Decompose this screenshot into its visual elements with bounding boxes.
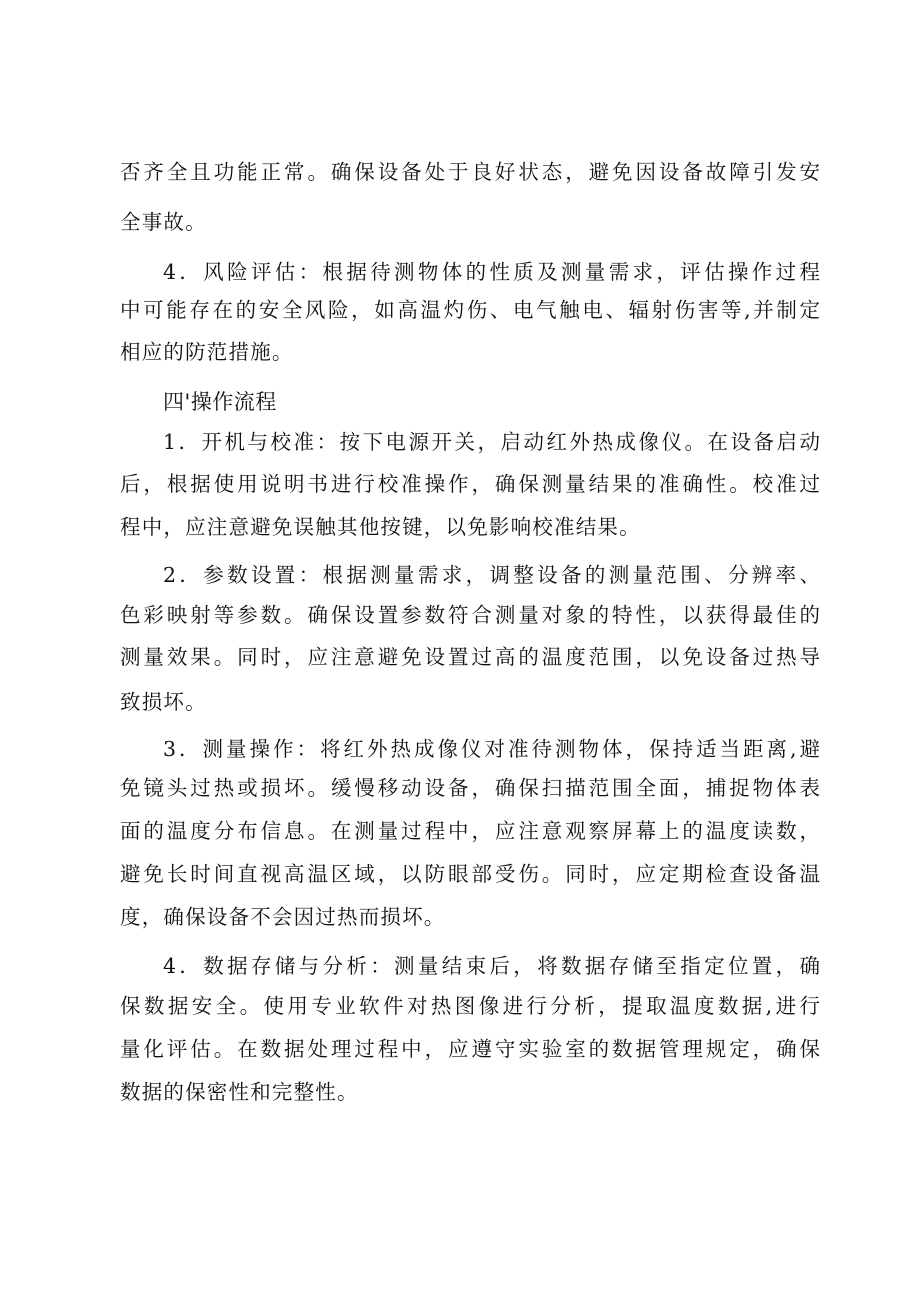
text-line-5: 相应的防范措施。	[120, 340, 294, 364]
text-line-21: 量化评估。在数据处理过程中，应遵守实验室的数据管理规定，确保	[120, 1037, 820, 1061]
text-line-19: 4．数据存储与分析：测量结束后，将数据存储至指定位置，确	[163, 954, 820, 978]
text-line-15: 免镜头过热或损坏。缓慢移动设备，确保扫描范围全面，捕捉物体表	[120, 776, 820, 800]
text-line-4: 中可能存在的安全风险，如高温灼伤、电气触电、辐射伤害等,并制定	[120, 298, 820, 322]
text-line-20: 保数据安全。使用专业软件对热图像进行分析，提取温度数据,进行	[120, 994, 820, 1018]
text-line-8: 后，根据使用说明书进行校准操作，确保测量结果的准确性。校准过	[120, 472, 820, 496]
text-line-14: 3．测量操作：将红外热成像仪对准待测物体，保持适当距离,避	[163, 737, 820, 761]
text-line-11: 色彩映射等参数。确保设置参数符合测量对象的特性，以获得最佳的	[120, 603, 820, 627]
text-line-7: 1．开机与校准：按下电源开关，启动红外热成像仪。在设备启动	[163, 430, 820, 454]
text-line-3: 4．风险评估：根据待测物体的性质及测量需求，评估操作过程	[163, 260, 820, 284]
text-line-18: 度，确保设备不会因过热而损坏。	[120, 905, 446, 929]
text-line-16: 面的温度分布信息。在测量过程中，应注意观察屏幕上的温度读数，	[120, 819, 820, 843]
text-line-13: 致损坏。	[120, 690, 207, 714]
text-line-17: 避免长时间直视高温区域，以防眼部受伤。同时，应定期检查设备温	[120, 862, 820, 886]
text-line-9: 程中，应注意避免误触其他按键，以免影响校准结果。	[120, 515, 641, 539]
text-line-22: 数据的保密性和完整性。	[120, 1080, 359, 1104]
text-line-10: 2．参数设置：根据测量需求，调整设备的测量范围、分辨率、	[163, 563, 820, 587]
text-line-12: 测量效果。同时，应注意避免设置过高的温度范围，以免设备过热导	[120, 645, 820, 669]
text-line-1: 否齐全且功能正常。确保设备处于良好状态，避免因设备故障引发安	[120, 160, 820, 184]
section-heading: 四'操作流程	[163, 390, 277, 414]
text-line-2: 全事故。	[120, 210, 207, 234]
